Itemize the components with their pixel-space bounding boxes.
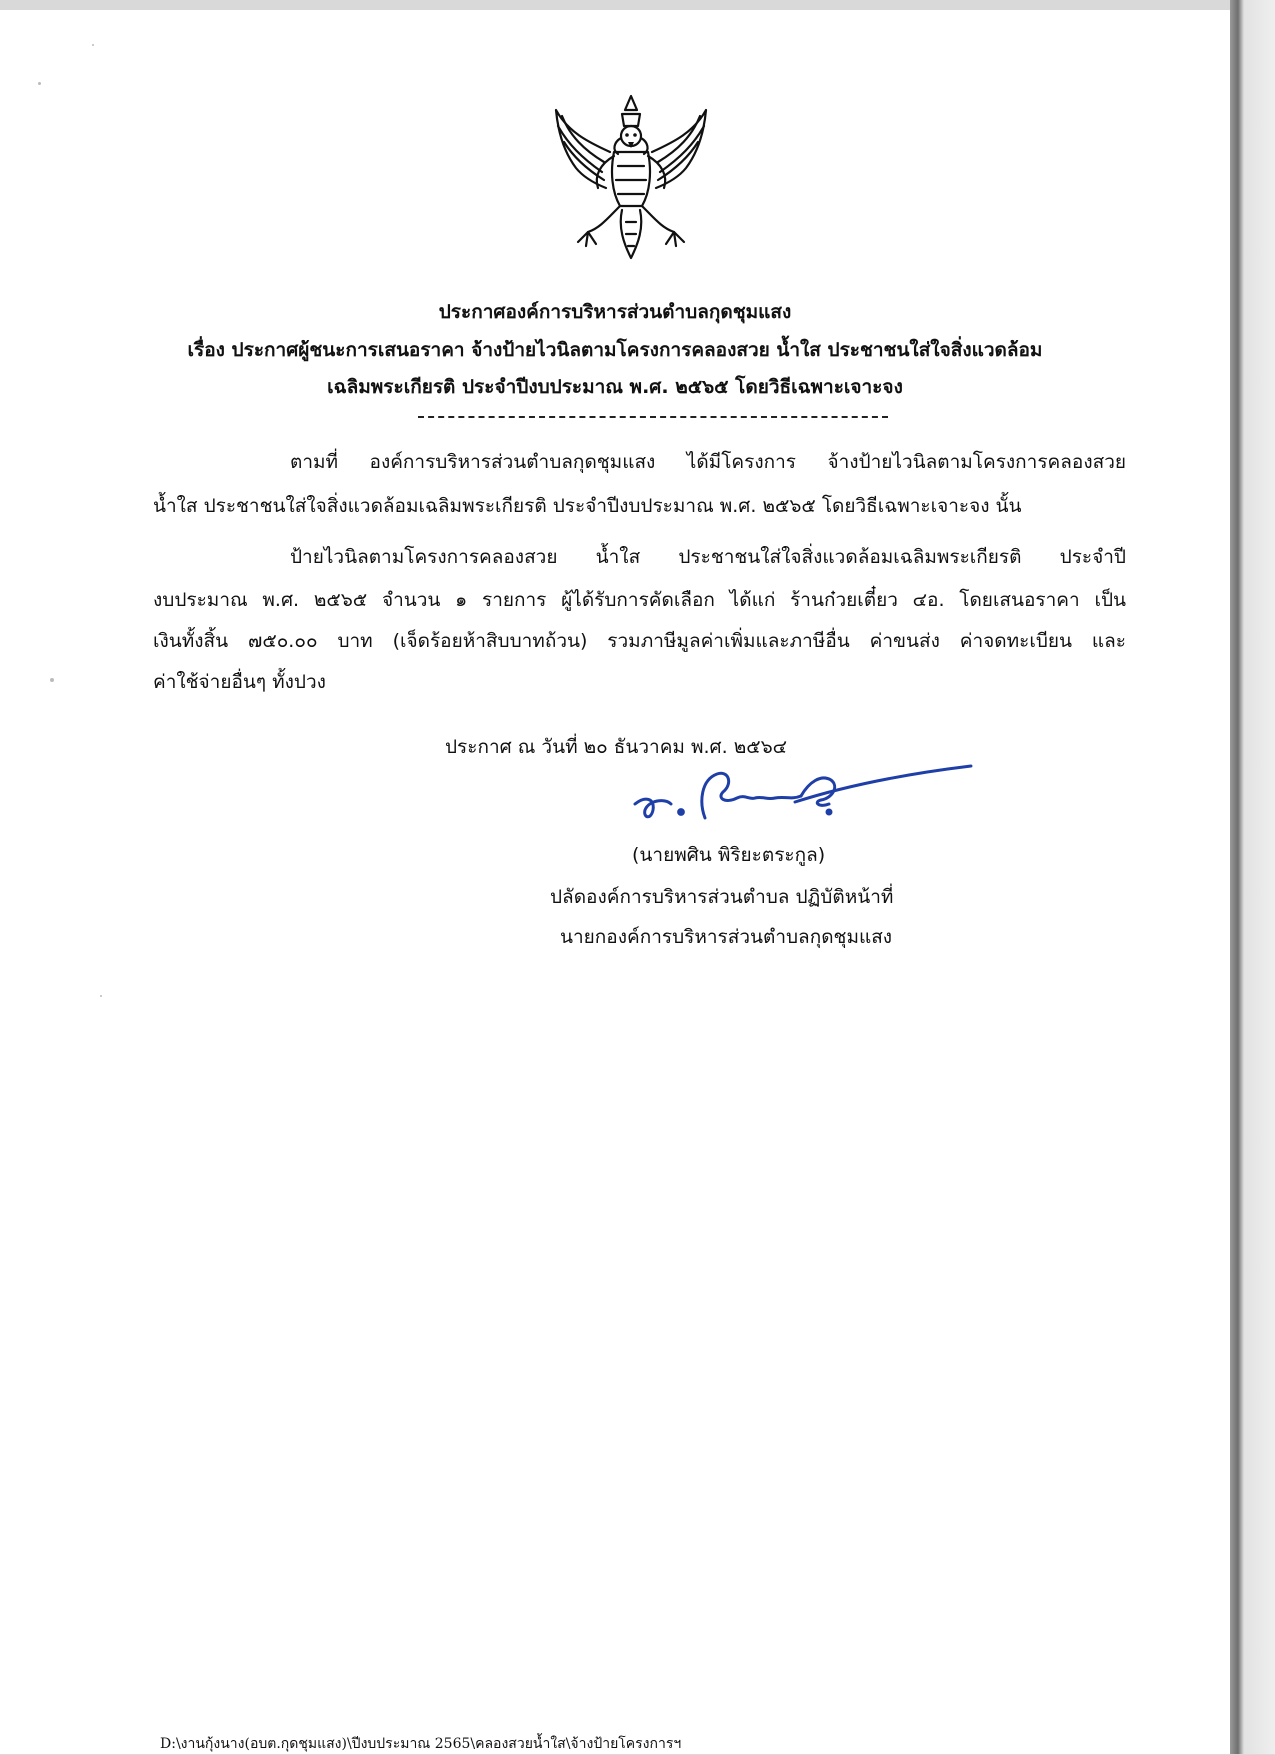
paragraph-1-line-1: ตามที่ องค์การบริหารส่วนตำบลกุดชุมแสง ได้มีโครงการ จ้างป้ายไวนิลตามโครงการคลองสวย <box>290 451 1126 473</box>
document-page <box>0 10 1230 1754</box>
paragraph-2-line-2: งบประมาณ พ.ศ. ๒๕๖๕ จำนวน ๑ รายการ ผู้ได้รับการคัดเลือก ได้แก่ ร้านก๋วยเตี๋ยว ๔อ. โดยเสนอราคา เป็น <box>153 589 1126 611</box>
paragraph-2-line-3: เงินทั้งสิ้น ๗๕๐.๐๐ บาท (เจ็ดร้อยห้าสิบบาทถ้วน) รวมภาษีมูลค่าเพิ่มและภาษีอื่น ค่าขนส่ง ค่าจดทะเบียน และ <box>153 630 1126 652</box>
file-path-footer: D:\งานกุ้งนาง(อบต.กุดชุมแสง)\ปีงบประมาณ 2565\คลองสวยน้ำใส\จ้างป้ายโครงการฯ <box>160 1736 682 1752</box>
announcement-date: ประกาศ ณ วันที่ ๒๐ ธันวาคม พ.ศ. ๒๕๖๔ <box>445 736 788 758</box>
signatory-acting-position: นายกองค์การบริหารส่วนตำบลกุดชุมแสง <box>560 926 893 948</box>
signature <box>625 738 975 838</box>
paragraph-2-line-1: ป้ายไวนิลตามโครงการคลองสวย น้ำใส ประชาชนใส่ใจสิ่งแวดล้อมเฉลิมพระเกียรติ ประจำปี <box>290 546 1126 568</box>
paragraph-1-line-2: น้ำใส ประชาชนใส่ใจสิ่งแวดล้อมเฉลิมพระเกียรติ ประจำปีงบประมาณ พ.ศ. ๒๕๖๕ โดยวิธีเฉพาะเจาะจง นั้น <box>153 495 1022 517</box>
heading-divider <box>418 416 888 418</box>
signatory-name: (นายพศิน พิริยะตระกูล) <box>632 844 826 866</box>
scan-speck <box>38 82 41 85</box>
scan-speck <box>92 44 94 46</box>
announcement-subject-cont: เฉลิมพระเกียรติ ประจำปีงบประมาณ พ.ศ. ๒๕๖๕ โดยวิธีเฉพาะเจาะจง <box>327 376 903 398</box>
signatory-position: ปลัดองค์การบริหารส่วนตำบล ปฏิบัติหน้าที่ <box>550 886 894 908</box>
scan-speck <box>50 678 54 682</box>
paragraph-2-line-4: ค่าใช้จ่ายอื่นๆ ทั้งปวง <box>153 671 326 693</box>
announcement-subject: เรื่อง ประกาศผู้ชนะการเสนอราคา จ้างป้ายไวนิลตามโครงการคลองสวย น้ำใส ประชาชนใส่ใจสิ่งแวดล้อม <box>187 339 1043 361</box>
scan-edge-shadow <box>1230 0 1275 1754</box>
garuda-emblem <box>548 92 714 264</box>
scan-speck <box>100 995 102 997</box>
announcement-title: ประกาศองค์การบริหารส่วนตำบลกุดชุมแสง <box>438 301 792 323</box>
